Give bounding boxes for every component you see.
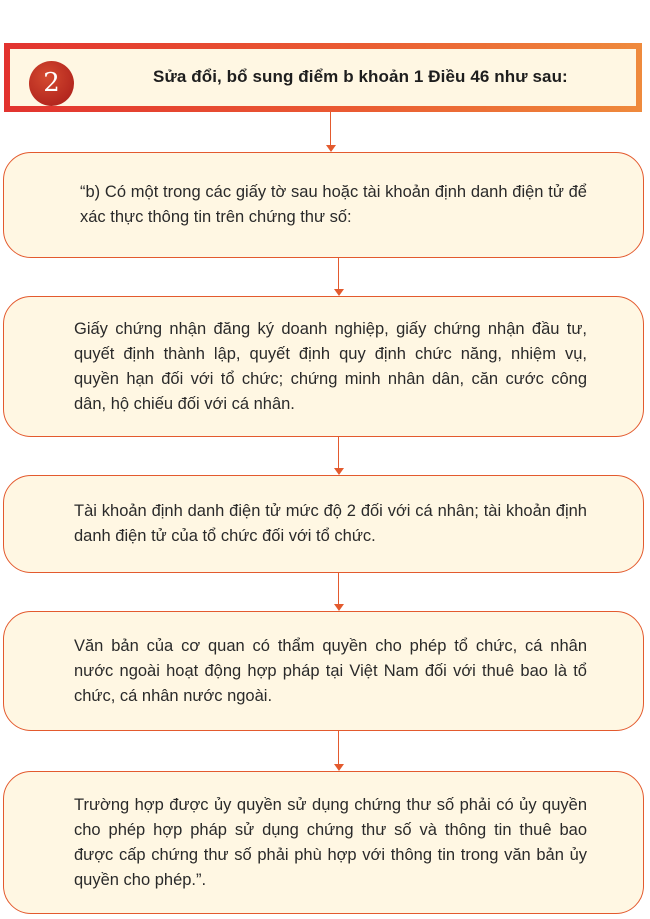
- content-box-foreign-entity: [3, 611, 644, 731]
- header-title: Sửa đổi, bổ sung điểm b khoản 1 Điều 46 như sau:: [153, 67, 568, 86]
- connector-arrow: [332, 437, 344, 475]
- content-box-text: Văn bản của cơ quan có thẩm quyền cho phép tổ chức, cá nhân nước ngoài hoạt động hợp pháp tại Việt Nam đối với thuê bao là tổ chức, cá nhân nước ngoài.: [74, 636, 587, 705]
- connector-arrow: [332, 258, 344, 296]
- content-box-text: Giấy chứng nhận đăng ký doanh nghiệp, giấy chứng nhận đầu tư, quyết định thành lập, quyết định quy định chức năng, nhiệm vụ, quyền hạn đối với tổ chức; chứng minh nhân dân, căn cước công dân, hộ chiếu đối với cá nhân.: [74, 319, 587, 413]
- content-box-text: “b) Có một trong các giấy tờ sau hoặc tài khoản định danh điện tử để xác thực thông tin trên chứng thư số:: [80, 183, 587, 226]
- content-box-electronic-id: [3, 475, 644, 573]
- content-box-authorization: [3, 771, 644, 914]
- step-number-badge: 2: [29, 61, 74, 106]
- connector-arrow: [324, 112, 336, 152]
- connector-arrow: [332, 573, 344, 611]
- content-box-text: Trường hợp được ủy quyền sử dụng chứng thư số phải có ủy quyền cho phép hợp pháp sử dụng chứng thư số và thông tin thuê bao được cấp chứng thư số phải phù hợp với thông tin trong văn bản ủy quyền cho phép.”.: [74, 795, 587, 889]
- content-box-intro: [3, 152, 644, 258]
- content-box-documents: [3, 296, 644, 437]
- content-box-text: Tài khoản định danh điện tử mức độ 2 đối với cá nhân; tài khoản định danh điện tử của tổ chức đối với tổ chức.: [74, 502, 587, 545]
- connector-arrow: [332, 731, 344, 771]
- header-banner: [4, 43, 642, 112]
